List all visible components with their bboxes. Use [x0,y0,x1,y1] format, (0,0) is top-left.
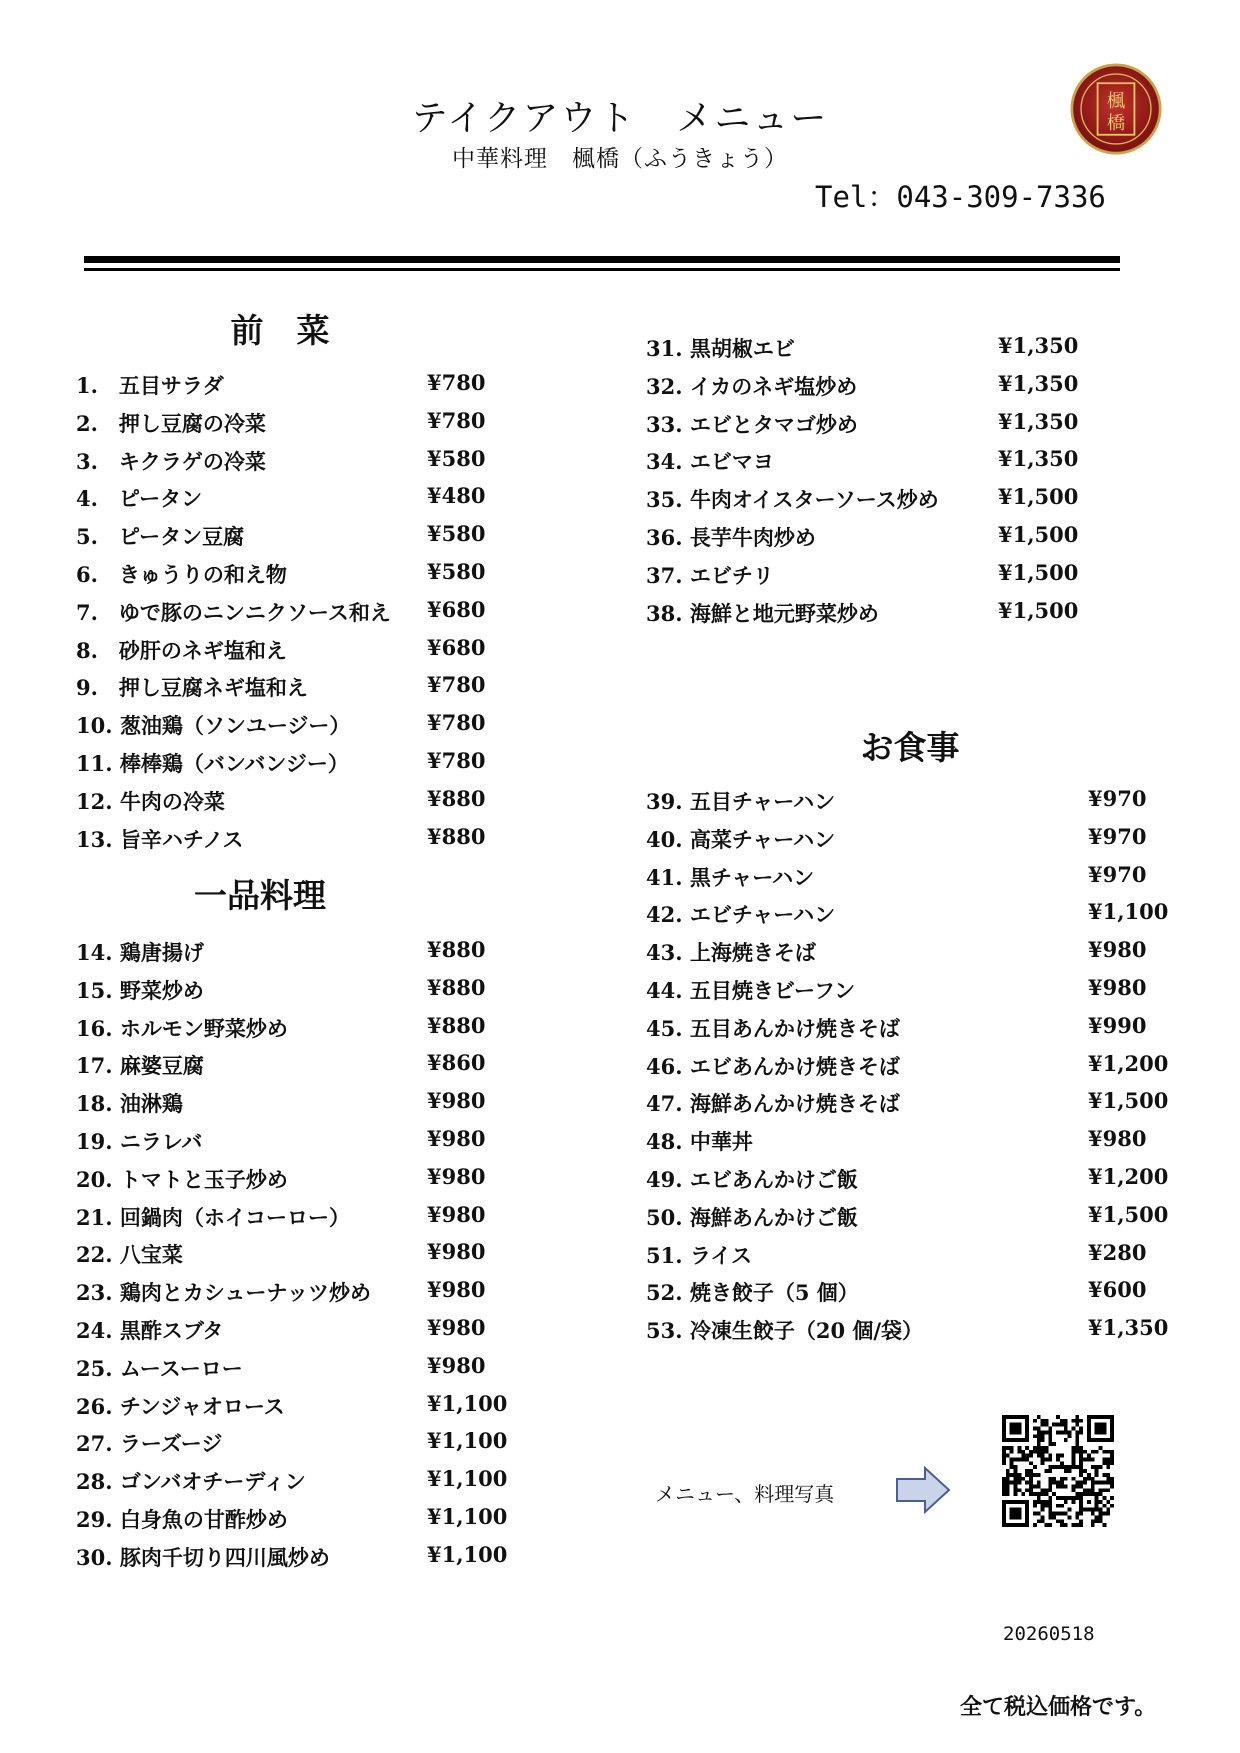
menu-item-name: 35. 牛肉オイスターソース炒め [646,487,939,513]
qr-caption: メニュー、料理写真 [655,1482,835,1506]
menu-item-name: 37. エビチリ [646,562,774,588]
qr-code-icon[interactable] [1002,1415,1114,1527]
menu-item-name: 43. 上海焼きそば [646,940,816,966]
menu-item-price: ¥1,500 [1088,1088,1169,1114]
menu-item-price: ¥1,100 [427,1504,508,1529]
menu-item-name: 32. イカのネギ塩炒め [646,373,858,399]
menu-item-name: 28. ゴンバオチーディン [76,1469,306,1495]
menu-item-price: ¥1,100 [427,1541,508,1567]
menu-item-name: 17. 麻婆豆腐 [76,1053,204,1079]
menu-item-name: 38. 海鮮と地元野菜炒め [646,600,879,626]
menu-item-name: 45. 五目あんかけ焼きそば [646,1015,900,1041]
restaurant-name: 中華料理 楓橋（ふうきょう） [452,146,788,172]
menu-item-price: ¥880 [427,937,486,962]
title-part1: テイクアウト [411,98,637,139]
menu-item-price: ¥580 [427,559,486,584]
menu-item-price: ¥970 [1088,823,1147,849]
menu-item-price: ¥880 [427,1012,486,1038]
menu-item-price: ¥280 [1088,1239,1147,1265]
menu-item-price: ¥980 [427,1277,486,1303]
menu-item-price: ¥880 [427,823,486,849]
menu-item-name: 50. 海鮮あんかけご飯 [646,1204,858,1230]
menu-item-price: ¥980 [427,1315,486,1340]
menu-item-name: 26. チンジャオロース [76,1393,285,1419]
header-divider-thin [84,268,1120,271]
menu-item-price: ¥1,350 [998,370,1079,396]
menu-item-name: 30. 豚肉千切り四川風炒め [76,1544,330,1570]
menu-item-name: 1. 五目サラダ [76,373,224,398]
menu-item-name: 12. 牛肉の冷菜 [76,788,225,814]
menu-item-name: 46. エビあんかけ焼きそば [646,1053,900,1079]
menu-item-price: ¥1,350 [998,333,1079,358]
menu-item-price: ¥880 [427,785,486,811]
menu-item-name: 24. 黒酢スブタ [76,1318,224,1343]
menu-item-price: ¥780 [427,407,486,433]
menu-item-price: ¥1,100 [427,1390,508,1416]
menu-item-price: ¥1,100 [427,1466,508,1492]
menu-item-price: ¥980 [427,1239,486,1265]
section-title-zensai: 前 菜 [230,311,330,350]
menu-item-name: 18. 油淋鶏 [76,1091,183,1117]
menu-item-name: 4. ピータン [76,486,203,512]
menu-item-price: ¥980 [1088,937,1147,963]
menu-item-name: 5. ピータン豆腐 [76,524,245,550]
menu-item-price: ¥1,200 [1088,1050,1169,1076]
menu-item-price: ¥1,500 [998,559,1079,585]
menu-item-name: 36. 長芋牛肉炒め [646,525,816,550]
menu-item-price: ¥1,350 [998,446,1079,472]
menu-item-name: 13. 旨辛ハチノス [76,826,244,852]
menu-item-price: ¥1,350 [1088,1315,1169,1341]
menu-item-name: 25. ムースーロー [76,1355,243,1381]
menu-item-price: ¥1,100 [427,1428,508,1454]
menu-item-name: 19. ニラレバ [76,1129,203,1154]
menu-item-name: 42. エビチャーハン [646,902,836,928]
menu-item-price: ¥970 [1088,861,1147,887]
menu-item-name: 14. 鶏唐揚げ [76,940,204,965]
seal-logo-icon [1070,63,1162,155]
menu-item-name: 52. 焼き餃子（5 個） [646,1280,859,1306]
page-title [0,90,1240,141]
menu-item-price: ¥1,500 [998,522,1079,547]
menu-item-price: ¥990 [1088,1012,1147,1038]
menu-item-name: 33. エビとタマゴ炒め [646,411,858,437]
menu-item-name: 27. ラーズージ [76,1431,223,1457]
menu-item-price: ¥880 [427,974,486,1000]
menu-item-price: ¥1,500 [1088,1201,1169,1227]
seal-char-2: 橋 [1106,113,1126,135]
menu-item-price: ¥980 [1088,1126,1147,1152]
menu-item-name: 2. 押し豆腐の冷菜 [76,410,266,436]
menu-item-price: ¥980 [427,1163,486,1189]
menu-item-price: ¥860 [427,1050,486,1076]
menu-item-name: 23. 鶏肉とカシューナッツ炒め [76,1280,372,1306]
title-part2: メニュー [676,98,829,139]
menu-item-price: ¥1,350 [998,408,1079,434]
menu-item-name: 15. 野菜炒め [76,977,204,1003]
header-divider-thick [84,256,1120,263]
section-title-oshokuji: お食事 [860,728,960,767]
menu-item-name: 51. ライス [646,1242,753,1268]
menu-item-name: 21. 回鍋肉（ホイコーロー） [76,1204,351,1230]
menu-item-name: 53. 冷凍生餃子（20 個/袋） [646,1318,924,1344]
seal-char-1: 楓 [1106,91,1126,113]
menu-item-price: ¥1,500 [998,484,1079,510]
menu-item-name: 6. きゅうりの和え物 [76,562,287,587]
menu-item-price: ¥980 [427,1126,486,1151]
menu-item-price: ¥480 [427,483,486,509]
menu-item-price: ¥780 [427,748,486,773]
menu-item-price: ¥980 [427,1088,486,1114]
menu-item-price: ¥780 [427,710,486,736]
menu-item-price: ¥1,500 [998,597,1079,623]
menu-item-name: 10. 葱油鶏（ソンユージー） [76,713,351,739]
menu-item-price: ¥980 [427,1352,486,1378]
menu-item-name: 7. ゆで豚のニンニクソース和え [76,599,391,625]
menu-item-name: 47. 海鮮あんかけ焼きそば [646,1091,900,1117]
menu-item-price: ¥780 [427,370,486,395]
menu-item-price: ¥680 [427,634,486,660]
menu-item-name: 16. ホルモン野菜炒め [76,1015,288,1041]
menu-item-name: 34. エビマヨ [646,449,774,475]
menu-item-name: 48. 中華丼 [646,1129,753,1155]
menu-item-price: ¥970 [1088,786,1147,811]
menu-item-name: 3. キクラゲの冷菜 [76,448,266,474]
arrow-right-icon [895,1465,951,1515]
menu-item-price: ¥600 [1088,1277,1147,1303]
menu-item-price: ¥1,100 [1088,899,1169,925]
telephone: Tel：043-309-7336 [815,180,1106,214]
menu-item-price: ¥1,200 [1088,1164,1169,1189]
menu-item-name: 8. 砂肝のネギ塩和え [76,637,287,663]
menu-item-name: 11. 棒棒鶏（バンバンジー） [76,751,349,776]
menu-item-name: 41. 黒チャーハン [646,864,815,890]
menu-item-price: ¥680 [427,596,486,622]
menu-item-name: 9. 押し豆腐ネギ塩和え [76,675,308,701]
menu-item-name: 40. 高菜チャーハン [646,826,836,852]
menu-item-name: 49. エビあんかけご飯 [646,1167,858,1192]
section-title-ippin: 一品料理 [194,876,326,915]
menu-item-name: 39. 五目チャーハン [646,789,836,814]
menu-item-name: 22. 八宝菜 [76,1242,183,1268]
menu-item-name: 29. 白身魚の甘酢炒め [76,1507,288,1532]
menu-item-name: 20. トマトと玉子炒め [76,1166,288,1192]
menu-item-price: ¥580 [427,521,486,547]
menu-item-price: ¥980 [427,1201,486,1227]
menu-item-price: ¥980 [1088,975,1147,1000]
revision-date: 20260518 [1003,1623,1095,1645]
menu-item-price: ¥580 [427,445,486,471]
menu-item-name: 31. 黒胡椒エビ [646,336,795,361]
menu-item-price: ¥780 [427,672,486,698]
tax-note: 全て税込価格です。 [960,1694,1157,1720]
menu-item-name: 44. 五目焼きビーフン [646,978,856,1003]
